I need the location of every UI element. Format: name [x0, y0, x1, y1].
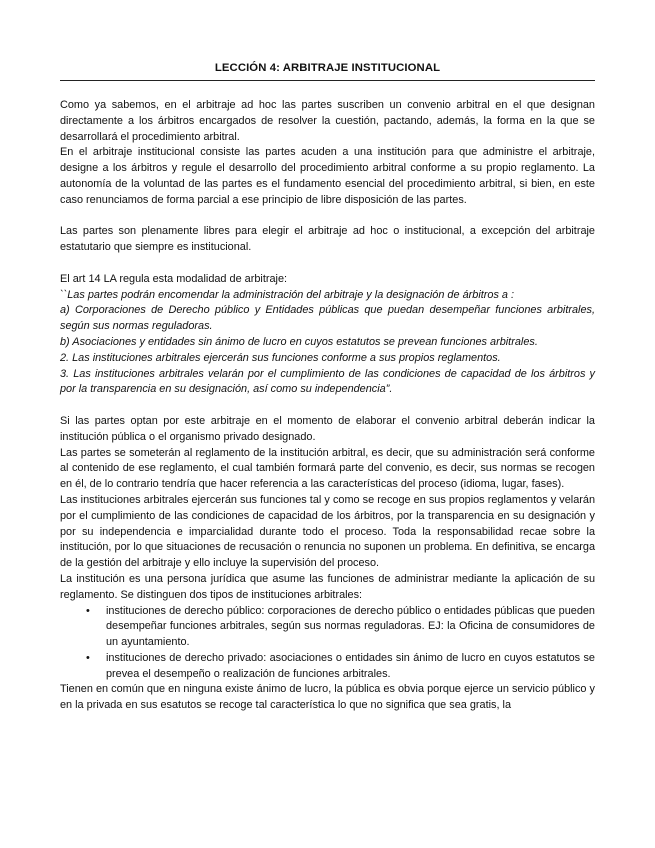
- paragraph: Si las partes optan por este arbitraje en el momento de elaborar el convenio arbitral deberán indicar la institución pública o el organismo privado designado.: [60, 414, 595, 443]
- paragraph: Las partes son plenamente libres para elegir el arbitraje ad hoc o institucional, a excepción del arbitraje estatutario que siempre es institucional.: [60, 225, 595, 254]
- paragraph: Las instituciones arbitrales ejercerán sus funciones tal y como se recoge en sus propios reglamentos y velarán por el cumplimiento de las condiciones de capacidad de los árbitros, por la transparencia en su designación y por su independencia e imparcialidad durante todo el proceso. Toda la responsabilidad recae sobre la institución, por lo que situaciones de recusación o renuncia no suponen un problema. En definitiva, se encarga de la gestión del arbitraje y ello incluye la supervisión del proceso.: [60, 493, 595, 570]
- quote-line: b) Asociaciones y entidades sin ánimo de lucro en cuyos estatutos se prevean funciones arbitrales.: [60, 335, 538, 348]
- quote-line: a) Corporaciones de Derecho público y Entidades públicas que puedan desempeñar funciones arbitrales, según sus normas reguladoras.: [60, 304, 595, 333]
- document-body: [60, 98, 595, 714]
- quote-line: ``Las partes podrán encomendar la administración del arbitraje y la designación de árbitros a :: [60, 288, 515, 301]
- list-item: • instituciones de derecho público: corporaciones de derecho público o entidades públicas que pueden desempeñar funciones arbitrales, según sus normas reguladoras. EJ: la Oficina de consumidores de un ayuntamiento.: [106, 604, 595, 651]
- paragraph: En el arbitraje institucional consiste las partes acuden a una institución para que administre el arbitraje, designe a los árbitros y regule el desarrollo del procedimiento arbitral conforme a su propio reglamento. La autonomía de la voluntad de las partes es el fundamento esencial del procedimiento arbitral, si bien, en este caso renunciamos de forma parcial a ese principio de libre disposición de las partes.: [60, 146, 595, 206]
- bullet-list: [60, 604, 595, 683]
- paragraph: Tienen en común que en ninguna existe ánimo de lucro, la pública es obvia porque ejerce un servicio público y en la privada en sus esatutos se recoge tal característica lo que no significa que sea gratis, la: [60, 683, 595, 712]
- paragraph-gap: [60, 256, 595, 272]
- paragraph: Las partes se someterán al reglamento de la institución arbitral, es decir, que su administración será conforme al contenido de ese reglamento, el cual también formará parte del convenio, es decir, sus normas se recogen en él, de lo contrario tendría que hacer referencia a las características del proceso (idioma, lugar, fases).: [60, 446, 595, 491]
- paragraph-gap: [60, 398, 595, 414]
- paragraph: La institución es una persona jurídica que asume las funciones de administrar mediante la aplicación de su reglamento. Se distinguen dos tipos de instituciones arbitrales:: [60, 572, 595, 601]
- paragraph: Como ya sabemos, en el arbitraje ad hoc las partes suscriben un convenio arbitral en el que designan directamente a los árbitros encargados de resolver la cuestión, pactando, además, la forma en la que se desarrollará el procedimiento arbitral.: [60, 99, 595, 143]
- list-item: • instituciones de derecho privado: asociaciones o entidades sin ánimo de lucro en cuyos estatutos se prevea el desempeño o realización de funciones arbitrales.: [106, 651, 595, 683]
- quote-line: 3. Las instituciones arbitrales velarán por el cumplimiento de las condiciones de capacidad de los árbitros y por la transparencia en su designación, así como su independencia”.: [60, 367, 595, 396]
- title-underline: [60, 80, 595, 81]
- paragraph-gap: [60, 209, 595, 225]
- quote-line: 2. Las instituciones arbitrales ejercerán sus funciones conforme a sus propios reglamentos.: [60, 351, 501, 364]
- paragraph: El art 14 LA regula esta modalidad de arbitraje:: [60, 272, 288, 285]
- lesson-title: LECCIÓN 4: ARBITRAJE INSTITUCIONAL: [214, 62, 441, 74]
